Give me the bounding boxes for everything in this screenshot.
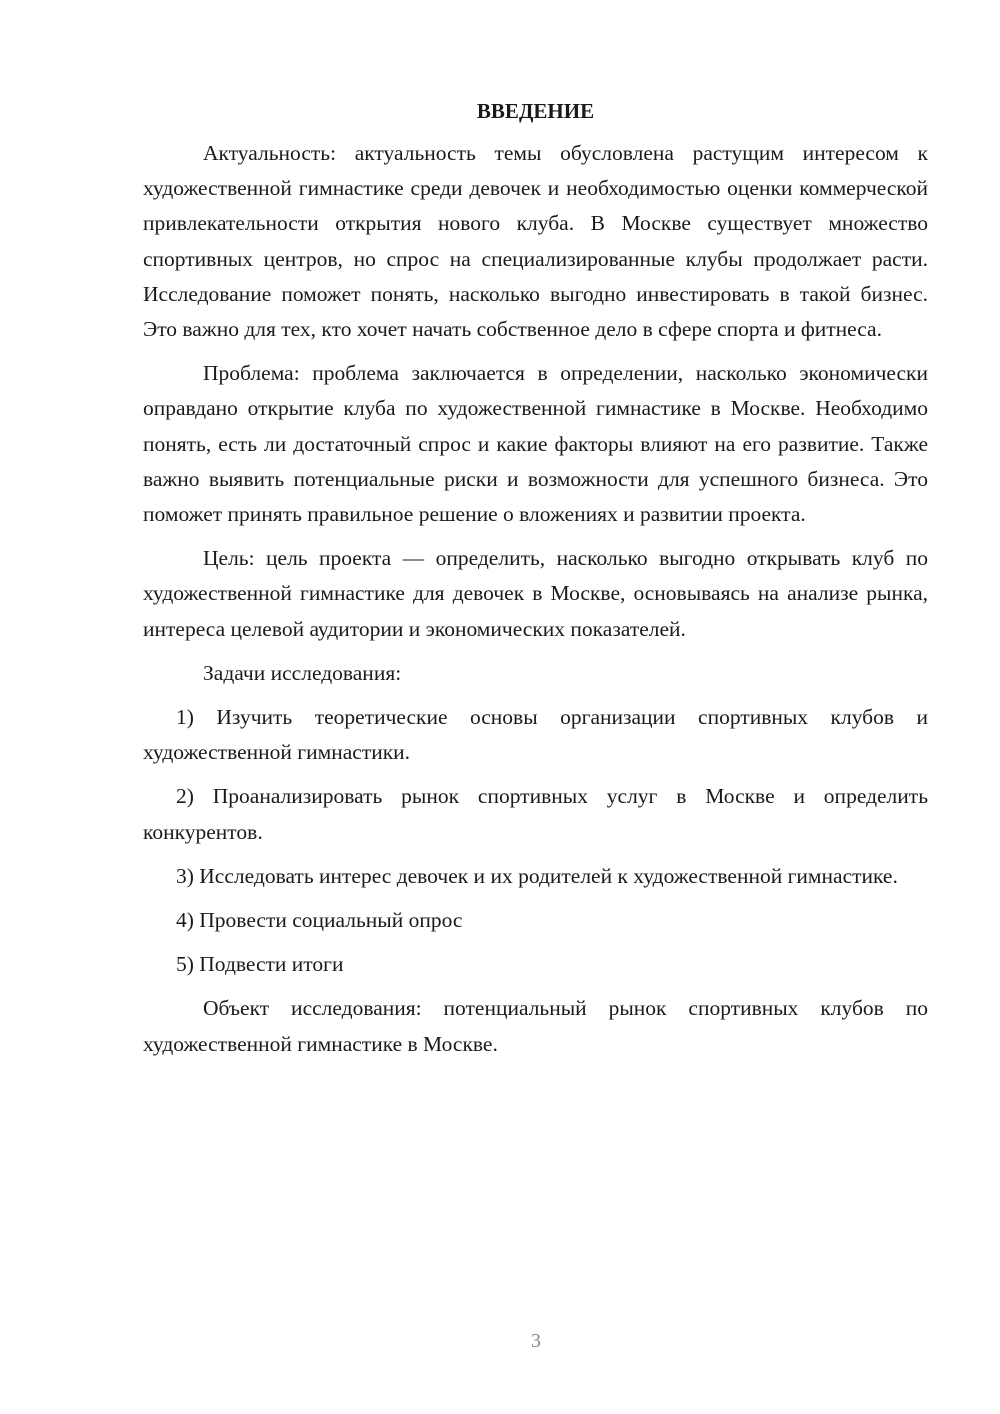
task-item-2: 2) Проанализировать рынок спортивных услуг в Москве и определить конкурентов. bbox=[143, 784, 928, 844]
object-paragraph: Объект исследования: потенциальный рынок спортивных клубов по художественной гимнастике в Москве. bbox=[143, 996, 928, 1056]
page-number: 3 bbox=[531, 1330, 541, 1352]
task-item-5: 5) Подвести итоги bbox=[176, 952, 344, 977]
relevance-paragraph: Актуальность: актуальность темы обусловлена растущим интересом к художественной гимнастике среди девочек и необходимостью оценки коммерческой привлекательности открытия нового клуба. В Москве существует множество спортивных центров, но спрос на специализированные клубы продолжает расти. Исследование поможет понять, насколько выгодно инвестировать в такой бизнес. Это важно для тех, кто хочет начать собственное дело в сфере спорта и фитнеса. bbox=[143, 141, 928, 342]
task-item-3: 3) Исследовать интерес девочек и их родителей к художественной гимнастике. bbox=[176, 863, 898, 888]
page-title: ВВЕДЕНИЕ bbox=[476, 99, 595, 123]
task-item-4: 4) Провести социальный опрос bbox=[176, 908, 463, 933]
problem-paragraph: Проблема: проблема заключается в определении, насколько экономически оправдано открытие клуба по художественной гимнастике в Москве. Необходимо понять, есть ли достаточный спрос и какие факторы влияют на его развитие. Также важно выявить потенциальные риски и возможности для успешного бизнеса. Это поможет принять правильное решение о вложениях и развитии проекта. bbox=[143, 361, 928, 527]
goal-paragraph: Цель: цель проекта — определить, насколько выгодно открывать клуб по художественной гимнастике для девочек в Москве, основываясь на анализе рынка, интереса целевой аудитории и экономических показателей. bbox=[143, 546, 928, 641]
tasks-heading: Задачи исследования: bbox=[203, 660, 402, 685]
task-item-1: 1) Изучить теоретические основы организации спортивных клубов и художественной гимнастики. bbox=[143, 705, 928, 765]
page-content bbox=[143, 94, 928, 1062]
